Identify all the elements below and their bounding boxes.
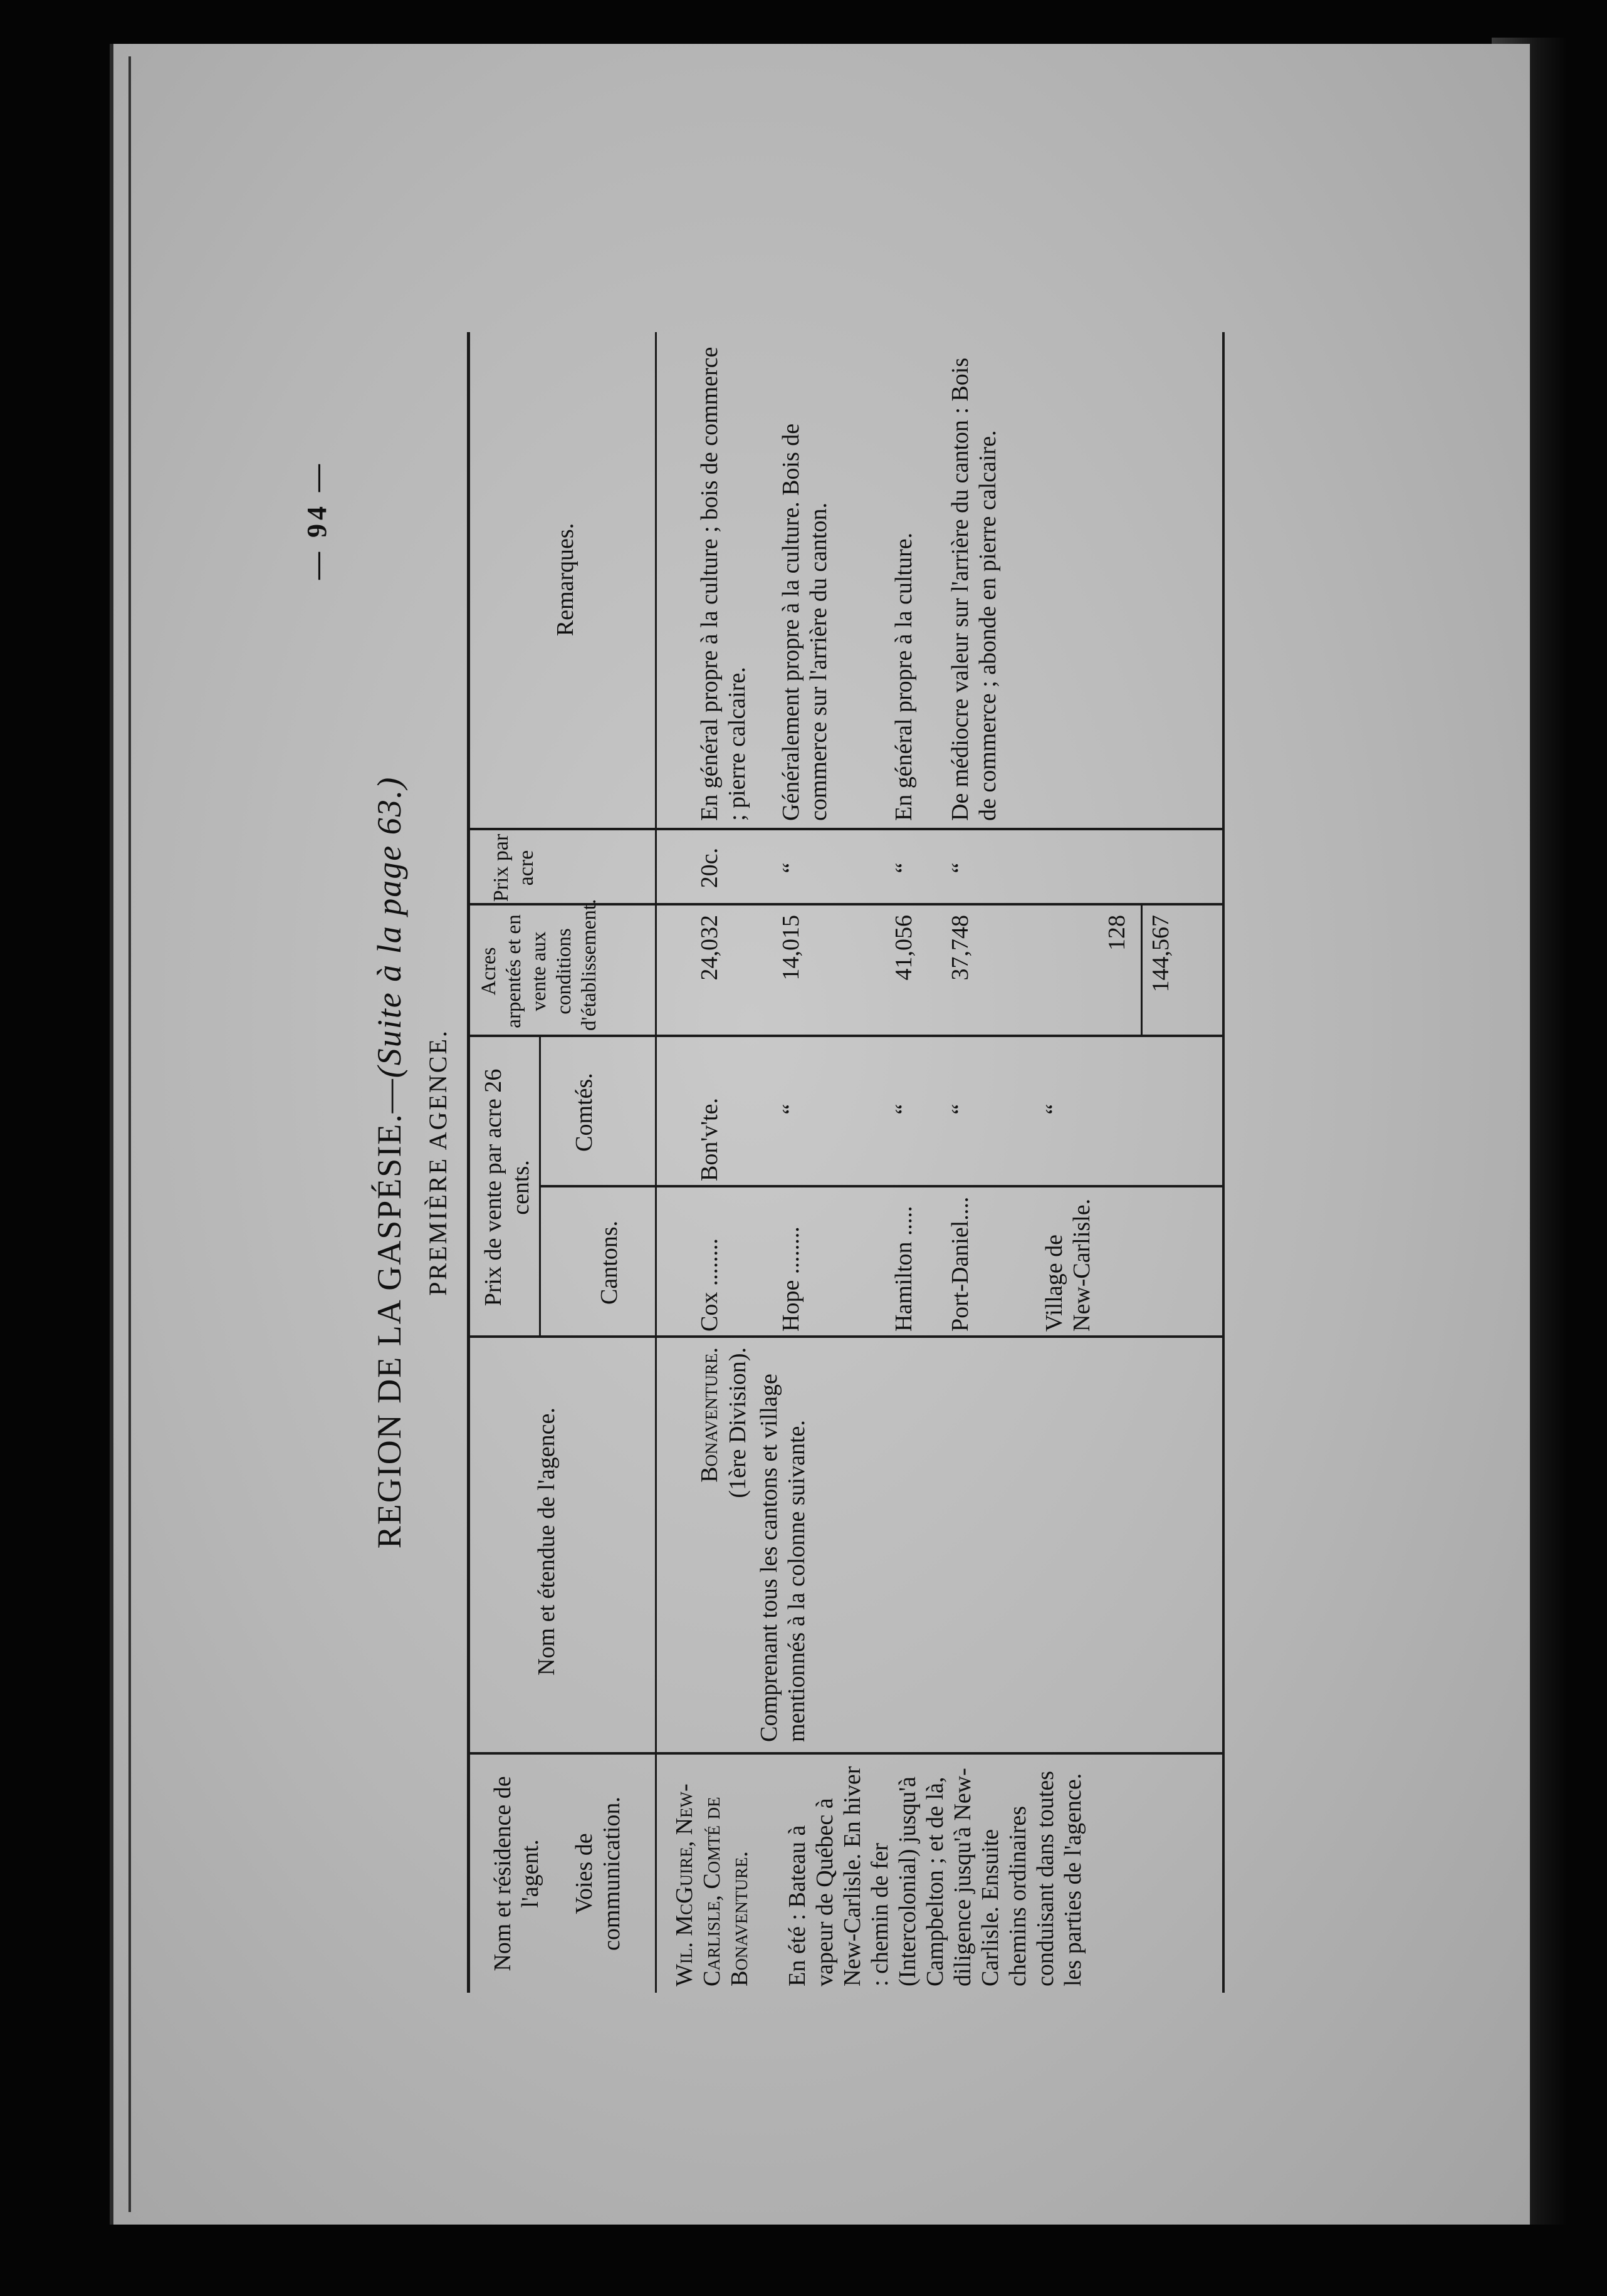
row-2-comte: “: [778, 1104, 804, 1115]
row-2-remarque: Généralement propre à la culture. Bois de commerce sur l'arrière du canton.: [778, 423, 832, 821]
header-agent: Nom et résidence de l'agent.: [489, 1776, 543, 1971]
binding-line: [128, 56, 131, 2212]
row-4-acres: 37,748: [947, 915, 973, 981]
header-prix: Prix par acre: [489, 833, 538, 902]
row-5-canton: Village de New-Carlisle.: [1041, 1198, 1095, 1332]
row-3-comte: “: [891, 1104, 917, 1115]
row-2-acres: 14,015: [778, 915, 804, 981]
row-5-comte: “: [1041, 1104, 1067, 1115]
col-rule-2: [467, 1335, 1222, 1338]
col-rule-4: [467, 1035, 1222, 1037]
prix-group-rule: [539, 1037, 541, 1338]
row-1-canton: Cox ........: [696, 1238, 723, 1332]
row-1-comte: Bon'v'te.: [696, 1098, 723, 1181]
page-subtitle: PREMIÈRE AGENCE.: [424, 1029, 452, 1296]
row-1-prix: 20c.: [696, 847, 723, 889]
agence-name: Bonaventure.: [696, 1347, 723, 1483]
header-remarques: Remarques.: [552, 523, 578, 637]
row-1-acres: 24,032: [696, 915, 723, 981]
col-rule-3: [539, 1185, 1222, 1187]
row-3-prix: “: [891, 862, 917, 874]
header-bottom-rule: [655, 332, 657, 1993]
total-acres: 144,567: [1148, 915, 1174, 993]
agence-division: (1ère Division).: [725, 1347, 751, 1498]
row-4-comte: “: [947, 1104, 973, 1115]
header-prix-group: Prix de vente par acre 26 cents.: [480, 1068, 534, 1307]
row-2-canton: Hope ........: [778, 1226, 804, 1332]
title-main: REGION DE LA GASPÉSIE.—: [370, 1078, 408, 1549]
col-rule-6: [467, 828, 1222, 830]
row-4-prix: “: [947, 862, 973, 874]
header-voies: Voies de communication.: [571, 1797, 625, 1951]
header-cantons: Cantons.: [596, 1220, 622, 1305]
header-agence: Nom et étendue de l'agence.: [533, 1407, 560, 1676]
total-rule: [1141, 905, 1143, 1037]
row-1-remarque: En général propre à la culture ; bois de commerce ; pierre calcaire.: [696, 347, 750, 821]
agence-description: Comprenant tous les cantons et village mentionnés à la colonne suivante.: [756, 1374, 810, 1742]
row-3-remarque: En général propre à la culture.: [891, 533, 917, 821]
header-acres: Acres arpentés et en vente aux conditions d'établissement.: [478, 899, 600, 1031]
row-4-remarque: De médiocre valeur sur l'arrière du canton : Bois de commerce ; abonde en pierre calcaire.: [947, 357, 1001, 821]
row-3-canton: Hamilton .....: [891, 1206, 917, 1332]
agent-name-residence: Wil. McGuire, New-Carlisle, Comté de Bonaventure.: [671, 1783, 753, 1986]
voies-communication: En été : Bateau à vapeur de Québec à New-Carlisle. En hiver : chemin de fer (Intercolonial) jusqu'à Campbelton ; et de là, diligence jusqu'à New-Carlisle. Ensuite chemins ordinaires conduisant dans toutes les parties de l'agence.: [784, 1766, 1086, 1986]
row-3-acres: 41,056: [891, 915, 917, 981]
table-bottom-rule: [1222, 332, 1225, 1993]
title-suite: (Suite à la page 63.): [370, 776, 408, 1078]
page-number: — 94 —: [301, 461, 332, 580]
page-title: [370, 332, 409, 1993]
row-2-prix: “: [778, 862, 804, 874]
header-comtes: Comtés.: [571, 1073, 597, 1152]
row-4-canton: Port-Daniel....: [947, 1196, 973, 1332]
col-rule-1: [467, 1752, 1222, 1755]
row-5-acres: 128: [1104, 915, 1130, 951]
table-top-rule: [467, 332, 470, 1993]
rotated-page-content: [301, 332, 1329, 1993]
